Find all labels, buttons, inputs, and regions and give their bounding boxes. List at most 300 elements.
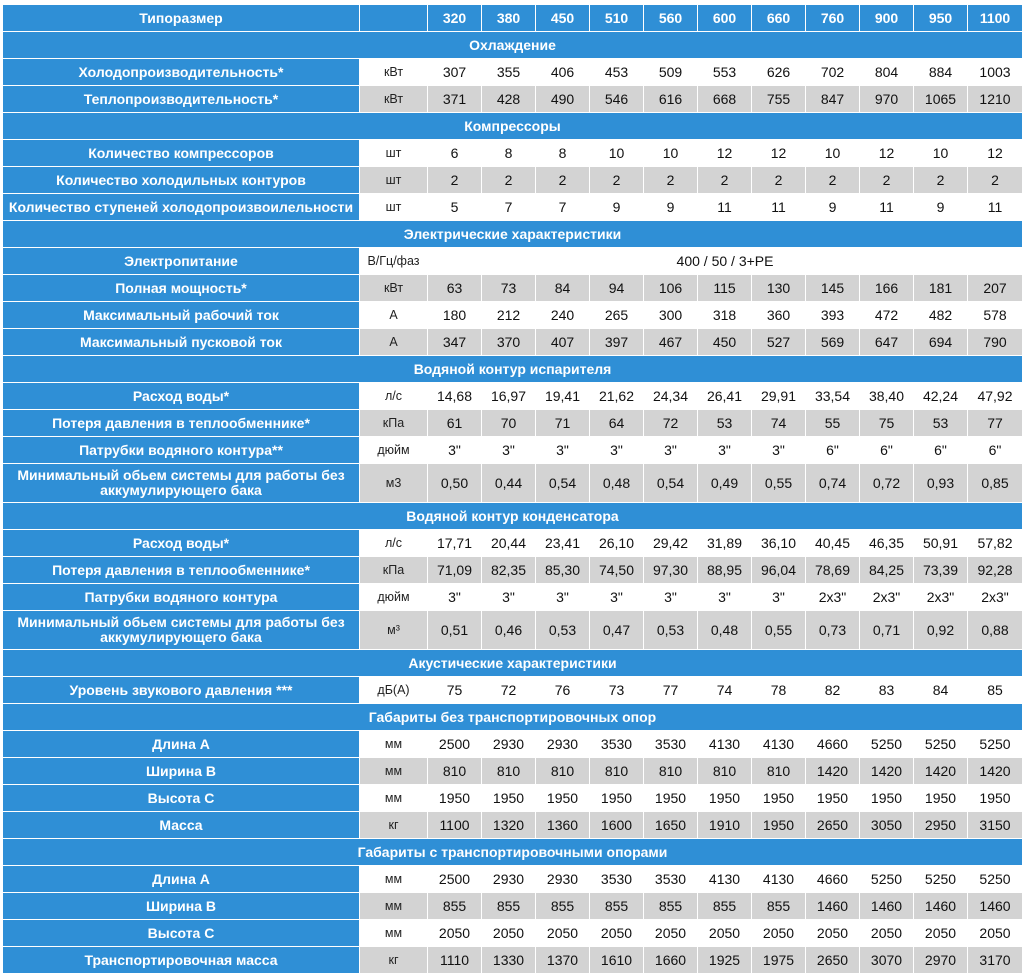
value-cell: 53 xyxy=(914,410,968,437)
value-cell: 5250 xyxy=(860,866,914,893)
section-title: Габариты без транспортировочных опор xyxy=(3,704,1023,731)
section-title: Водяной контур конденсатора xyxy=(3,503,1023,530)
value-cell: 2x3" xyxy=(860,584,914,611)
value-cell: 78,69 xyxy=(806,557,860,584)
value-cell: 63 xyxy=(428,275,482,302)
value-cell: 50,91 xyxy=(914,530,968,557)
value-cell: 694 xyxy=(914,329,968,356)
value-cell: 2 xyxy=(590,167,644,194)
value-cell: 407 xyxy=(536,329,590,356)
value-cell: 1975 xyxy=(752,947,806,974)
value-cell: 0,85 xyxy=(968,464,1023,503)
value-cell: 578 xyxy=(968,302,1023,329)
value-cell: 0,51 xyxy=(428,611,482,650)
size-660: 660 xyxy=(752,5,806,32)
size-510: 510 xyxy=(590,5,644,32)
value-cell: 9 xyxy=(914,194,968,221)
value-cell: 0,55 xyxy=(752,611,806,650)
row-label: Количество компрессоров xyxy=(3,140,360,167)
value-cell: 855 xyxy=(536,893,590,920)
value-cell: 0,47 xyxy=(590,611,644,650)
value-cell: 1370 xyxy=(536,947,590,974)
table-row xyxy=(3,557,1023,584)
value-cell: 1950 xyxy=(752,812,806,839)
value-cell: 1360 xyxy=(536,812,590,839)
section-header xyxy=(3,32,1023,59)
row-label: Потеря давления в теплообменнике* xyxy=(3,557,360,584)
row-unit: дюйм xyxy=(360,437,428,464)
value-cell: 2 xyxy=(698,167,752,194)
value-cell: 4660 xyxy=(806,731,860,758)
value-cell: 393 xyxy=(806,302,860,329)
value-cell: 2 xyxy=(860,167,914,194)
value-cell: 11 xyxy=(698,194,752,221)
row-unit: кВт xyxy=(360,86,428,113)
value-cell: 647 xyxy=(860,329,914,356)
value-cell: 1950 xyxy=(698,785,752,812)
value-cell: 20,44 xyxy=(482,530,536,557)
value-cell: 702 xyxy=(806,59,860,86)
value-cell: 4130 xyxy=(698,731,752,758)
value-cell: 0,46 xyxy=(482,611,536,650)
value-cell: 1950 xyxy=(914,785,968,812)
value-cell: 855 xyxy=(698,893,752,920)
row-label: Максимальный рабочий ток xyxy=(3,302,360,329)
table-row xyxy=(3,59,1023,86)
row-label: Высота С xyxy=(3,785,360,812)
row-unit: л/с xyxy=(360,530,428,557)
table-row xyxy=(3,530,1023,557)
value-cell: 527 xyxy=(752,329,806,356)
value-cell: 1650 xyxy=(644,812,698,839)
value-cell: 5 xyxy=(428,194,482,221)
table-row xyxy=(3,584,1023,611)
spec-table xyxy=(2,4,1023,974)
value-cell: 810 xyxy=(482,758,536,785)
value-cell: 3" xyxy=(482,437,536,464)
value-cell: 2930 xyxy=(536,731,590,758)
value-cell: 3" xyxy=(536,584,590,611)
value-cell: 1950 xyxy=(590,785,644,812)
section-title: Габариты с транспортировочными опорами xyxy=(3,839,1023,866)
value-cell: 3" xyxy=(590,584,644,611)
value-cell: 0,54 xyxy=(536,464,590,503)
row-unit: мм xyxy=(360,785,428,812)
value-cell: 6" xyxy=(968,437,1023,464)
row-unit: шт xyxy=(360,194,428,221)
value-cell: 11 xyxy=(860,194,914,221)
row-label: Патрубки водяного контура** xyxy=(3,437,360,464)
value-cell: 546 xyxy=(590,86,644,113)
value-cell: 0,71 xyxy=(860,611,914,650)
value-cell: 355 xyxy=(482,59,536,86)
value-cell: 1950 xyxy=(644,785,698,812)
value-cell: 569 xyxy=(806,329,860,356)
table-row xyxy=(3,785,1023,812)
value-cell: 810 xyxy=(752,758,806,785)
section-title: Электрические характеристики xyxy=(3,221,1023,248)
row-label: Расход воды* xyxy=(3,383,360,410)
table-row xyxy=(3,677,1023,704)
value-cell: 1100 xyxy=(428,812,482,839)
value-cell: 509 xyxy=(644,59,698,86)
value-cell: 19,41 xyxy=(536,383,590,410)
section-header xyxy=(3,356,1023,383)
value-cell: 467 xyxy=(644,329,698,356)
value-cell: 106 xyxy=(644,275,698,302)
value-cell: 2050 xyxy=(914,920,968,947)
value-cell: 2050 xyxy=(536,920,590,947)
value-cell: 181 xyxy=(914,275,968,302)
value-cell: 72 xyxy=(482,677,536,704)
value-cell: 1110 xyxy=(428,947,482,974)
value-cell: 29,42 xyxy=(644,530,698,557)
row-unit: кВт xyxy=(360,275,428,302)
value-cell: 810 xyxy=(536,758,590,785)
value-cell: 1210 xyxy=(968,86,1023,113)
row-unit: кПа xyxy=(360,410,428,437)
value-cell: 70 xyxy=(482,410,536,437)
table-row xyxy=(3,611,1023,650)
value-cell: 82 xyxy=(806,677,860,704)
value-cell: 3" xyxy=(644,437,698,464)
value-cell: 16,97 xyxy=(482,383,536,410)
value-cell: 970 xyxy=(860,86,914,113)
value-cell: 1950 xyxy=(860,785,914,812)
value-cell: 12 xyxy=(860,140,914,167)
header-unit xyxy=(360,5,428,32)
table-row xyxy=(3,248,1023,275)
value-cell: 2050 xyxy=(968,920,1023,947)
row-label: Минимальный обьем системы для работы без аккумулирующего бака xyxy=(3,464,360,503)
value-cell: 14,68 xyxy=(428,383,482,410)
value-cell: 0,73 xyxy=(806,611,860,650)
value-cell: 1320 xyxy=(482,812,536,839)
value-cell: 2050 xyxy=(860,920,914,947)
value-cell: 26,41 xyxy=(698,383,752,410)
value-cell: 616 xyxy=(644,86,698,113)
value-cell: 2050 xyxy=(644,920,698,947)
table-row xyxy=(3,383,1023,410)
size-600: 600 xyxy=(698,5,752,32)
table-row xyxy=(3,812,1023,839)
value-cell: 428 xyxy=(482,86,536,113)
row-unit: шт xyxy=(360,140,428,167)
row-unit: В/Гц/фаз xyxy=(360,248,428,275)
value-cell: 26,10 xyxy=(590,530,644,557)
value-cell: 553 xyxy=(698,59,752,86)
row-label: Расход воды* xyxy=(3,530,360,557)
value-cell: 3" xyxy=(698,437,752,464)
row-unit: дюйм xyxy=(360,584,428,611)
value-cell: 84,25 xyxy=(860,557,914,584)
table-row xyxy=(3,167,1023,194)
value-cell: 2950 xyxy=(914,812,968,839)
value-cell: 0,72 xyxy=(860,464,914,503)
value-cell: 10 xyxy=(914,140,968,167)
row-label: Максимальный пусковой ток xyxy=(3,329,360,356)
value-cell: 75 xyxy=(860,410,914,437)
value-cell: 74 xyxy=(698,677,752,704)
value-cell: 2930 xyxy=(482,866,536,893)
value-cell: 74,50 xyxy=(590,557,644,584)
value-cell: 3" xyxy=(752,584,806,611)
value-cell: 207 xyxy=(968,275,1023,302)
value-cell: 371 xyxy=(428,86,482,113)
value-cell: 0,44 xyxy=(482,464,536,503)
row-label: Электропитание xyxy=(3,248,360,275)
value-cell: 318 xyxy=(698,302,752,329)
value-cell: 2970 xyxy=(914,947,968,974)
value-cell: 804 xyxy=(860,59,914,86)
value-cell: 472 xyxy=(860,302,914,329)
value-cell: 40,45 xyxy=(806,530,860,557)
section-header xyxy=(3,650,1023,677)
value-cell: 755 xyxy=(752,86,806,113)
value-cell: 265 xyxy=(590,302,644,329)
value-cell: 360 xyxy=(752,302,806,329)
value-cell: 21,62 xyxy=(590,383,644,410)
value-cell: 0,49 xyxy=(698,464,752,503)
value-cell: 1925 xyxy=(698,947,752,974)
value-cell: 3" xyxy=(428,437,482,464)
value-cell: 84 xyxy=(914,677,968,704)
value-cell: 57,82 xyxy=(968,530,1023,557)
value-cell: 1950 xyxy=(968,785,1023,812)
row-label: Количество ступеней холодопроизвоилельности xyxy=(3,194,360,221)
value-cell: 397 xyxy=(590,329,644,356)
value-cell: 3530 xyxy=(644,731,698,758)
value-cell: 2050 xyxy=(482,920,536,947)
value-cell: 5250 xyxy=(914,731,968,758)
value-cell: 2650 xyxy=(806,947,860,974)
value-cell: 73 xyxy=(482,275,536,302)
header-row xyxy=(3,5,1023,32)
table-row xyxy=(3,920,1023,947)
value-cell: 77 xyxy=(968,410,1023,437)
value-cell: 855 xyxy=(644,893,698,920)
value-cell: 83 xyxy=(860,677,914,704)
value-cell: 7 xyxy=(536,194,590,221)
value-cell: 4660 xyxy=(806,866,860,893)
row-label: Длина А xyxy=(3,866,360,893)
row-unit: кг xyxy=(360,947,428,974)
value-cell: 3" xyxy=(590,437,644,464)
value-cell: 12 xyxy=(968,140,1023,167)
row-unit: мм xyxy=(360,893,428,920)
value-cell: 53 xyxy=(698,410,752,437)
row-span-value: 400 / 50 / 3+PE xyxy=(428,248,1023,275)
value-cell: 1460 xyxy=(914,893,968,920)
table-row xyxy=(3,947,1023,974)
value-cell: 3150 xyxy=(968,812,1023,839)
value-cell: 82,35 xyxy=(482,557,536,584)
row-unit: мм xyxy=(360,731,428,758)
value-cell: 847 xyxy=(806,86,860,113)
row-unit: A xyxy=(360,302,428,329)
value-cell: 2050 xyxy=(806,920,860,947)
section-title: Охлаждение xyxy=(3,32,1023,59)
value-cell: 97,30 xyxy=(644,557,698,584)
value-cell: 1660 xyxy=(644,947,698,974)
value-cell: 2x3" xyxy=(806,584,860,611)
section-header xyxy=(3,503,1023,530)
value-cell: 370 xyxy=(482,329,536,356)
value-cell: 4130 xyxy=(752,866,806,893)
value-cell: 6" xyxy=(914,437,968,464)
value-cell: 2 xyxy=(968,167,1023,194)
value-cell: 8 xyxy=(482,140,536,167)
table-row xyxy=(3,866,1023,893)
value-cell: 85,30 xyxy=(536,557,590,584)
value-cell: 2650 xyxy=(806,812,860,839)
value-cell: 6" xyxy=(806,437,860,464)
value-cell: 92,28 xyxy=(968,557,1023,584)
value-cell: 2050 xyxy=(428,920,482,947)
value-cell: 115 xyxy=(698,275,752,302)
value-cell: 0,55 xyxy=(752,464,806,503)
value-cell: 626 xyxy=(752,59,806,86)
value-cell: 3170 xyxy=(968,947,1023,974)
value-cell: 855 xyxy=(752,893,806,920)
value-cell: 1460 xyxy=(968,893,1023,920)
value-cell: 884 xyxy=(914,59,968,86)
value-cell: 94 xyxy=(590,275,644,302)
value-cell: 29,91 xyxy=(752,383,806,410)
value-cell: 1460 xyxy=(806,893,860,920)
value-cell: 0,48 xyxy=(590,464,644,503)
value-cell: 1420 xyxy=(968,758,1023,785)
value-cell: 72 xyxy=(644,410,698,437)
value-cell: 1950 xyxy=(752,785,806,812)
value-cell: 1610 xyxy=(590,947,644,974)
value-cell: 0,88 xyxy=(968,611,1023,650)
value-cell: 73 xyxy=(590,677,644,704)
value-cell: 3" xyxy=(482,584,536,611)
value-cell: 1910 xyxy=(698,812,752,839)
value-cell: 10 xyxy=(590,140,644,167)
value-cell: 38,40 xyxy=(860,383,914,410)
table-row xyxy=(3,410,1023,437)
value-cell: 810 xyxy=(644,758,698,785)
value-cell: 3" xyxy=(752,437,806,464)
value-cell: 11 xyxy=(752,194,806,221)
table-row xyxy=(3,437,1023,464)
value-cell: 2050 xyxy=(590,920,644,947)
row-label: Потеря давления в теплообменнике* xyxy=(3,410,360,437)
value-cell: 810 xyxy=(698,758,752,785)
value-cell: 2500 xyxy=(428,866,482,893)
value-cell: 2x3" xyxy=(914,584,968,611)
value-cell: 1600 xyxy=(590,812,644,839)
value-cell: 855 xyxy=(590,893,644,920)
value-cell: 76 xyxy=(536,677,590,704)
value-cell: 55 xyxy=(806,410,860,437)
value-cell: 307 xyxy=(428,59,482,86)
value-cell: 42,24 xyxy=(914,383,968,410)
size-1100: 1100 xyxy=(968,5,1023,32)
row-unit: л/с xyxy=(360,383,428,410)
row-label: Масса xyxy=(3,812,360,839)
value-cell: 5250 xyxy=(968,866,1023,893)
section-header xyxy=(3,221,1023,248)
value-cell: 47,92 xyxy=(968,383,1023,410)
value-cell: 180 xyxy=(428,302,482,329)
value-cell: 9 xyxy=(644,194,698,221)
value-cell: 77 xyxy=(644,677,698,704)
row-label: Длина А xyxy=(3,731,360,758)
table-row xyxy=(3,464,1023,503)
value-cell: 1460 xyxy=(860,893,914,920)
value-cell: 5250 xyxy=(914,866,968,893)
value-cell: 2500 xyxy=(428,731,482,758)
value-cell: 11 xyxy=(968,194,1023,221)
row-unit: м³ xyxy=(360,611,428,650)
value-cell: 212 xyxy=(482,302,536,329)
row-label: Транспортировочная масса xyxy=(3,947,360,974)
row-label: Ширина В xyxy=(3,758,360,785)
value-cell: 17,71 xyxy=(428,530,482,557)
size-380: 380 xyxy=(482,5,536,32)
value-cell: 85 xyxy=(968,677,1023,704)
value-cell: 23,41 xyxy=(536,530,590,557)
value-cell: 2x3" xyxy=(968,584,1023,611)
value-cell: 0,48 xyxy=(698,611,752,650)
value-cell: 9 xyxy=(590,194,644,221)
section-title: Акустические характеристики xyxy=(3,650,1023,677)
section-title: Компрессоры xyxy=(3,113,1023,140)
header-label: Типоразмер xyxy=(3,5,360,32)
value-cell: 6" xyxy=(860,437,914,464)
row-unit: мм xyxy=(360,920,428,947)
row-label: Теплопроизводительность* xyxy=(3,86,360,113)
value-cell: 73,39 xyxy=(914,557,968,584)
value-cell: 1420 xyxy=(914,758,968,785)
size-950: 950 xyxy=(914,5,968,32)
row-label: Количество холодильных контуров xyxy=(3,167,360,194)
value-cell: 64 xyxy=(590,410,644,437)
section-header xyxy=(3,704,1023,731)
value-cell: 3050 xyxy=(860,812,914,839)
value-cell: 0,74 xyxy=(806,464,860,503)
value-cell: 61 xyxy=(428,410,482,437)
row-label: Ширина В xyxy=(3,893,360,920)
row-label: Минимальный обьем системы для работы без аккумулирующего бака xyxy=(3,611,360,650)
table-row xyxy=(3,758,1023,785)
value-cell: 1420 xyxy=(806,758,860,785)
value-cell: 406 xyxy=(536,59,590,86)
value-cell: 2 xyxy=(644,167,698,194)
value-cell: 10 xyxy=(644,140,698,167)
value-cell: 1003 xyxy=(968,59,1023,86)
value-cell: 3070 xyxy=(860,947,914,974)
value-cell: 96,04 xyxy=(752,557,806,584)
value-cell: 6 xyxy=(428,140,482,167)
value-cell: 46,35 xyxy=(860,530,914,557)
row-label: Уровень звукового давления *** xyxy=(3,677,360,704)
value-cell: 1950 xyxy=(806,785,860,812)
row-unit: мм xyxy=(360,758,428,785)
value-cell: 2 xyxy=(914,167,968,194)
size-450: 450 xyxy=(536,5,590,32)
value-cell: 0,53 xyxy=(536,611,590,650)
value-cell: 24,34 xyxy=(644,383,698,410)
value-cell: 240 xyxy=(536,302,590,329)
row-label: Полная мощность* xyxy=(3,275,360,302)
size-560: 560 xyxy=(644,5,698,32)
table-row xyxy=(3,86,1023,113)
value-cell: 790 xyxy=(968,329,1023,356)
